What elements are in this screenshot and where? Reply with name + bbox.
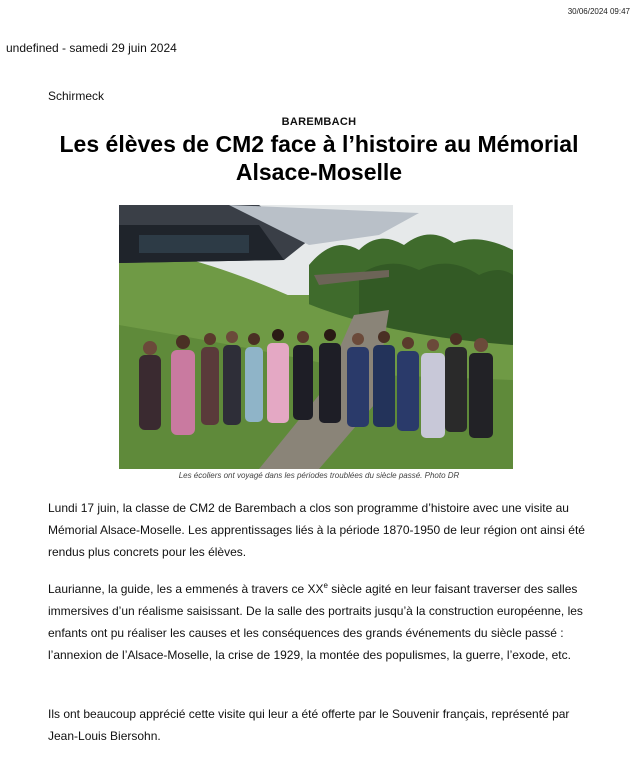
article-headline: Les élèves de CM2 face à l’histoire au Mémorial Alsace-Moselle — [59, 131, 579, 185]
paragraph-2-text-after: siècle agité en leur faisant traverser des salles immersives d’un réalisme saisissant. De la salle des portraits jusqu’à la construction européenne, les enfants ont pu réaliser les causes et les conséquences des grands événements du siècle passé : l’annexion de l’Alsace-Moselle, la crise de 1929, la montée des populismes, la guerre, l’exode, etc. — [48, 582, 583, 662]
article-kicker: BAREMBACH — [281, 116, 357, 128]
article-paragraph-2 — [48, 578, 588, 666]
print-timestamp: 30/06/2024 09:47 — [567, 7, 630, 16]
century-superscript: e — [323, 581, 328, 590]
group-photo-illustration — [119, 205, 513, 469]
paragraph-2-text-before: Laurianne, la guide, les a emmenés à travers ce XX — [48, 582, 324, 596]
photo-caption: Les écoliers ont voyagé dans les périodes troublées du siècle passé. Photo DR — [178, 471, 460, 480]
article-paragraph-3: Ils ont beaucoup apprécié cette visite qui leur a été offerte par le Souvenir français, représenté par Jean-Louis Biersohn. — [48, 707, 570, 743]
article-photo — [119, 205, 513, 469]
source-date-line: undefined - samedi 29 juin 2024 — [6, 41, 177, 55]
article-paragraph-1: Lundi 17 juin, la classe de CM2 de Barembach a clos son programme d’histoire avec une visite au Mémorial Alsace-Moselle. Les apprentissages liés à la période 1870-1950 de leur région ont ainsi été rendus plus concrets pour les élèves. — [48, 501, 585, 559]
locality-label: Schirmeck — [48, 89, 105, 103]
